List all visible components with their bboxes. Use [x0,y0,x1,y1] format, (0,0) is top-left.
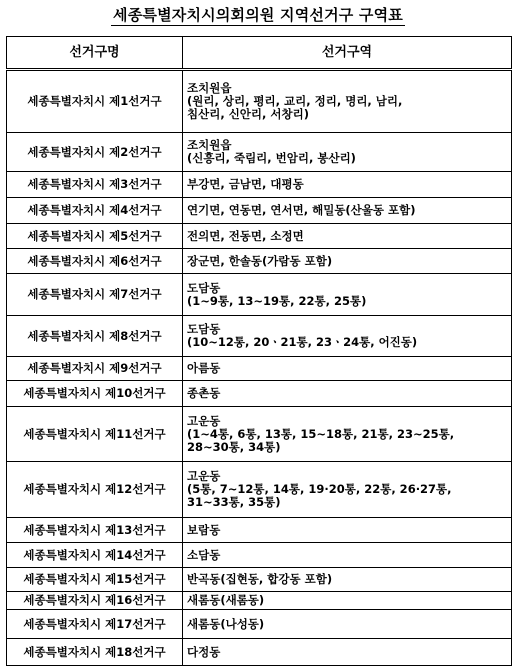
table-row [7,568,512,592]
district-name: 세종특별자치시 제3선거구 [7,172,183,198]
district-area [183,518,512,543]
district-name: 세종특별자치시 제15선거구 [7,568,183,592]
district-area-line: (원리, 상리, 평리, 교리, 정리, 명리, 남리, [187,94,403,108]
column-header-district-name: 선거구명 [7,37,183,70]
district-area-line: 장군면, 한솔동(가람동 포함) [187,253,333,268]
district-area-line: (5통, 7∼12통, 14통, 19·20통, 22통, 26·27통, [187,482,452,496]
district-area [183,543,512,568]
district-area [183,592,512,610]
district-area [183,568,512,592]
district-area [183,639,512,666]
district-name: 세종특별자치시 제1선거구 [7,70,183,133]
table-row [7,543,512,568]
district-name: 세종특별자치시 제6선거구 [7,249,183,274]
district-area [183,198,512,224]
district-area-line: 종촌동 [187,386,221,400]
district-area [183,249,512,274]
district-name: 세종특별자치시 제7선거구 [7,274,183,316]
district-area-line: (10∼12통, 20ㆍ21통, 23ㆍ24통, 어진동) [187,335,418,349]
district-name: 세종특별자치시 제10선거구 [7,381,183,407]
district-area-line: 침산리, 신안리, 서창리) [187,107,309,121]
district-area [183,407,512,462]
district-area-line: 조치원읍 [187,138,232,152]
district-name: 세종특별자치시 제16선거구 [7,592,183,610]
district-name: 세종특별자치시 제18선거구 [7,639,183,666]
district-area [183,70,512,133]
district-area-line: 소담동 [187,547,221,562]
page-title [0,4,516,25]
district-name: 세종특별자치시 제2선거구 [7,133,183,172]
table-row [7,249,512,274]
table-row [7,639,512,666]
district-name: 세종특별자치시 제12선거구 [7,462,183,518]
table-row [7,316,512,357]
table-row [7,70,512,133]
table-row [7,407,512,462]
district-area [183,133,512,172]
district-area-line: 전의면, 전동면, 소정면 [187,228,304,243]
table-row [7,198,512,224]
district-area-line: 연기면, 연동면, 연서면, 해밀동(산울동 포함) [187,203,416,217]
district-area-line: 아름동 [187,361,221,375]
table-row [7,518,512,543]
district-name: 세종특별자치시 제14선거구 [7,543,183,568]
district-area [183,357,512,381]
district-area [183,224,512,249]
district-area-line: 고운동 [187,469,221,483]
table-row [7,274,512,316]
column-header-district-area: 선거구역 [183,37,512,70]
table-row [7,172,512,198]
table-row [7,224,512,249]
district-name: 세종특별자치시 제11선거구 [7,407,183,462]
district-table [6,36,512,666]
district-area-line: 도담동 [187,280,221,295]
table-header-row [7,37,512,70]
table-row [7,592,512,610]
table-row [7,357,512,381]
district-area-line: 31∼33통, 35통) [187,495,281,509]
district-area [183,316,512,357]
district-area-line: 조치원읍 [187,81,232,95]
table-row [7,462,512,518]
district-area [183,274,512,316]
district-area-line: 보람동 [187,522,221,537]
district-area-line: 새롬동(새롬동) [187,593,265,607]
district-area-line: 새롬동(나성동) [187,616,265,631]
page-title-text: 세종특별자치시의회의원 지역선거구 구역표 [113,6,403,24]
district-area [183,172,512,198]
district-name: 세종특별자치시 제4선거구 [7,198,183,224]
district-area-line: 부강면, 금남면, 대평동 [187,177,304,191]
district-area [183,610,512,639]
table-row [7,133,512,172]
district-area [183,381,512,407]
table-row [7,381,512,407]
district-area-line: (신흥리, 죽림리, 번암리, 봉산리) [187,151,356,165]
table-row [7,610,512,639]
district-name: 세종특별자치시 제17선거구 [7,610,183,639]
district-area-line: (1∼4통, 6통, 13통, 15∼18통, 21통, 23∼25통, [187,426,455,441]
district-area-line: 고운동 [187,413,221,428]
district-area [183,462,512,518]
table-body [7,70,512,666]
district-area-line: 다정동 [187,644,221,659]
district-area-line: 28∼30통, 34통) [187,439,281,454]
district-area-line: 반곡동(집현동, 합강동 포함) [187,572,333,586]
district-name: 세종특별자치시 제9선거구 [7,357,183,381]
district-name: 세종특별자치시 제5선거구 [7,224,183,249]
district-name: 세종특별자치시 제8선거구 [7,316,183,357]
district-area-line: 도담동 [187,322,221,336]
district-name: 세종특별자치시 제13선거구 [7,518,183,543]
district-area-line: (1∼9통, 13∼19통, 22통, 25통) [187,293,367,308]
